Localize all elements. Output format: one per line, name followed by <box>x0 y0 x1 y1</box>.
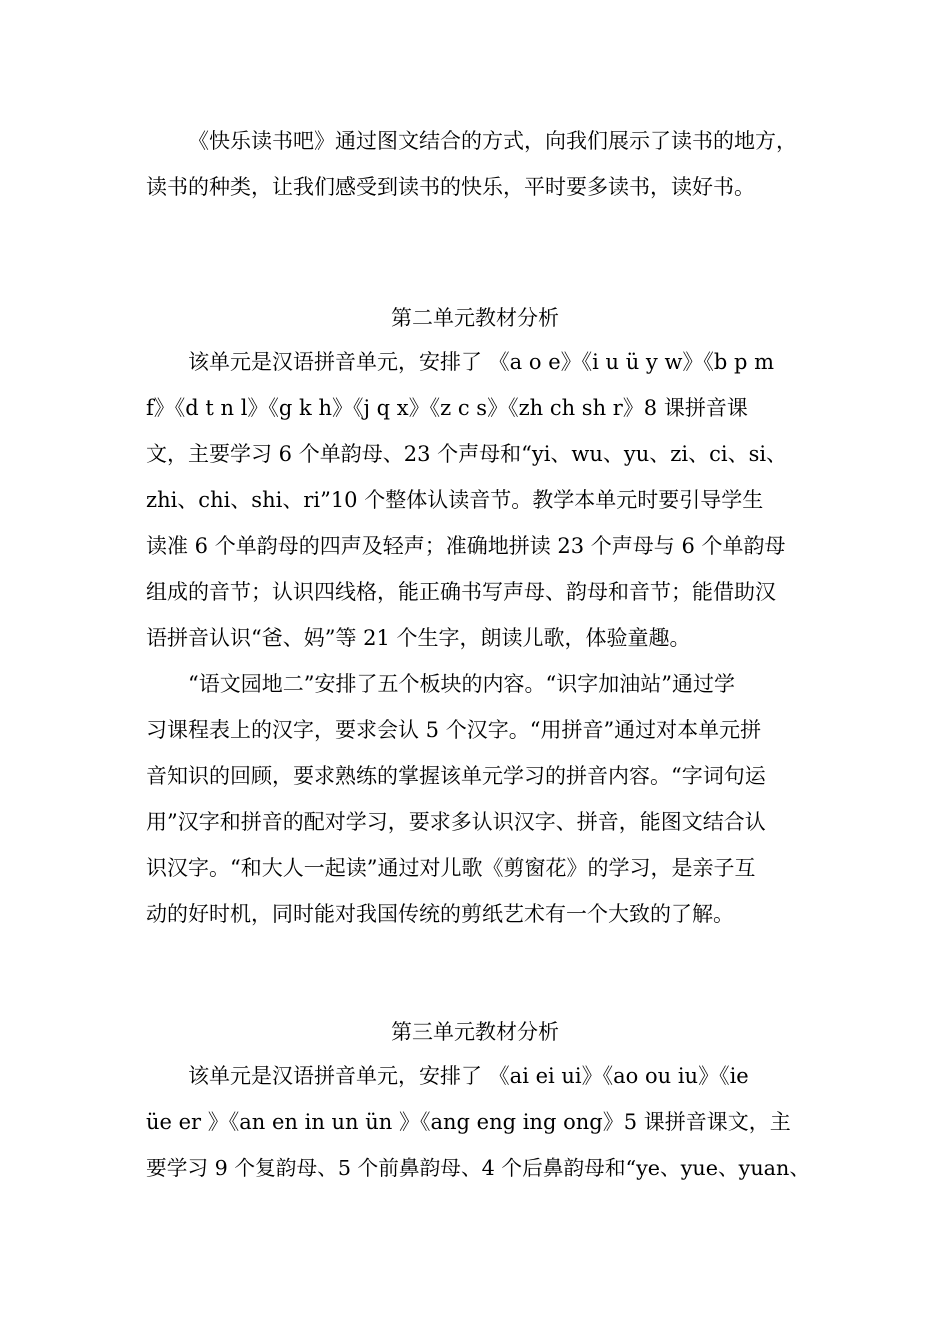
section2-p2-line-6: 动的好时机，同时能对我国传统的剪纸艺术有一个大致的了解。 <box>146 902 734 926</box>
section2-p2-line-1: “语文园地二”安排了五个板块的内容。“识字加油站”通过学 <box>188 672 735 696</box>
section2-p1-line-3: 文，主要学习 6 个单韵母、23 个声母和“yi、wu、yu、zi、ci、si、 <box>146 442 788 466</box>
intro-line-1: 《快乐读书吧》通过图文结合的方式，向我们展示了读书的地方， <box>188 129 797 153</box>
section3-title: 第三单元教材分析 <box>391 1020 559 1044</box>
section2-p1-line-7: 语拼音认识“爸、妈”等 21 个生字，朗读儿歌，体验童趣。 <box>146 626 691 650</box>
section3-p1-line-3: 要学习 9 个复韵母、5 个前鼻韵母、4 个后鼻韵母和“ye、yue、yuan、 <box>146 1156 811 1180</box>
section2-p2-line-4: 用”汉字和拼音的配对学习，要求多认识汉字、拼音，能图文结合认 <box>146 810 766 834</box>
section3-p1-line-1: 该单元是汉语拼音单元，安排了 《ai ei ui》《ao ou iu》《ie <box>188 1064 749 1088</box>
section2-p1-line-2: f》《d t n l》《g k h》《j q x》《z c s》《zh ch sh r》8 课拼音课 <box>146 396 748 420</box>
section2-paragraph-1 <box>146 339 810 661</box>
section2-paragraph-2 <box>146 661 810 937</box>
section2-p2-line-2: 习课程表上的汉字，要求会认 5 个汉字。“用拼音”通过对本单元拼 <box>146 718 762 742</box>
section2-title: 第二单元教材分析 <box>391 306 559 330</box>
intro-paragraph <box>146 118 810 210</box>
intro-line-2: 读书的种类，让我们感受到读书的快乐，平时要多读书，读好书。 <box>146 175 755 199</box>
section3-paragraph-1 <box>146 1053 810 1191</box>
section2-p1-line-5: 读准 6 个单韵母的四声及轻声；准确地拼读 23 个声母与 6 个单韵母 <box>146 534 786 558</box>
section3-p1-line-2: üe er 》《an en in un ün 》《ang eng ing ong》5 课拼音课文，主 <box>146 1110 791 1134</box>
section2-p1-line-6: 组成的音节；认识四线格，能正确书写声母、韵母和音节；能借助汉 <box>146 580 776 604</box>
section2-p2-line-5: 识汉字。“和大人一起读”通过对儿歌《剪窗花》的学习，是亲子互 <box>146 856 756 880</box>
section2-p2-line-3: 音知识的回顾，要求熟练的掌握该单元学习的拼音内容。“字词句运 <box>146 764 766 788</box>
section2-p1-line-4: zhi、chi、shi、ri”10 个整体认读音节。教学本单元时要引导学生 <box>146 488 764 512</box>
section2-p1-line-1: 该单元是汉语拼音单元，安排了 《a o e》《i u ü y w》《b p m <box>188 350 775 374</box>
